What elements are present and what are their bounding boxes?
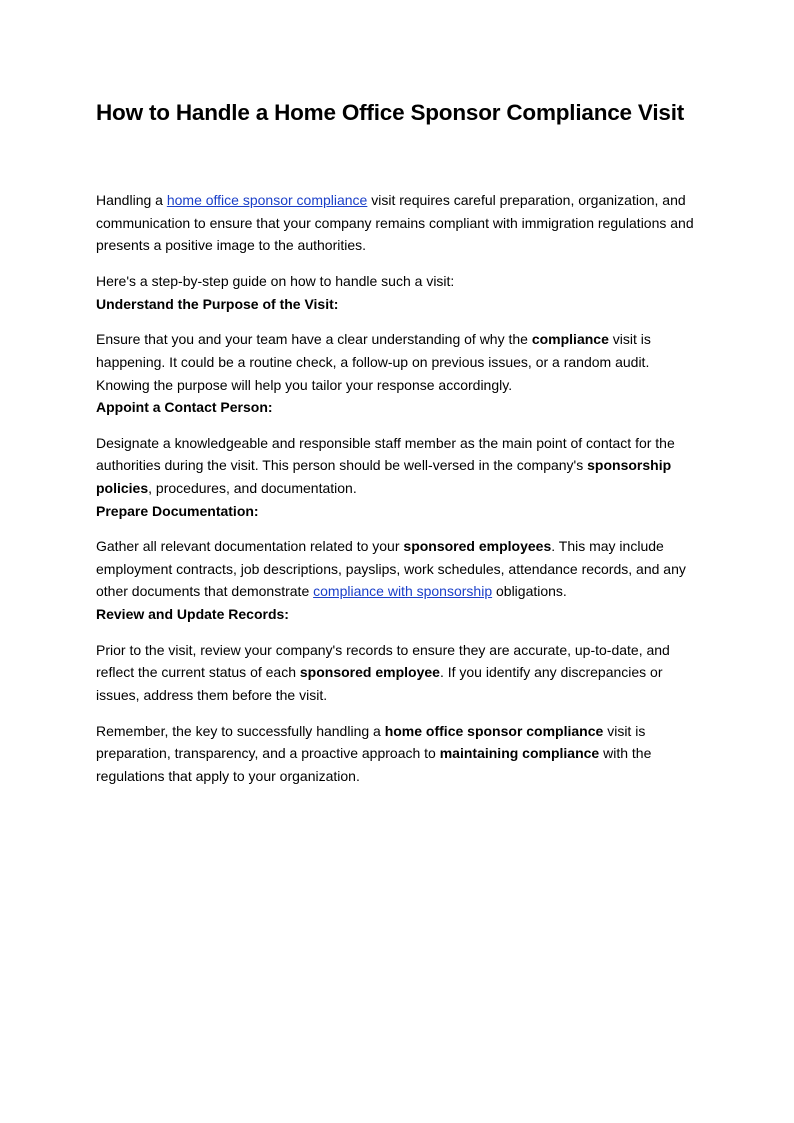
closing-text: visit is preparation, transparency, and a proactive approach to (96, 722, 646, 762)
section-heading-review-records: Review and Update Records: (96, 606, 289, 622)
intro-suffix: visit requires careful preparation, organization, and communication to ensure that your company remains compliant with immigration regulations and presents a positive image to the authorities. (96, 192, 694, 254)
section-heading-contact-person: Appoint a Contact Person: (96, 399, 273, 416)
bold-term: sponsored employees (403, 538, 552, 555)
section-text: . This may include employment contracts, job descriptions, payslips, work schedules, attendance records, and any other documents that demonstrate (96, 538, 686, 600)
section-paragraph-contact-person (96, 432, 700, 500)
section-heading-purpose: Understand the Purpose of the Visit: (96, 295, 339, 312)
closing-text: with the regulations that apply to your organization. (96, 745, 652, 785)
bold-term: sponsored employee (299, 664, 440, 681)
bold-term: maintaining compliance (439, 745, 600, 762)
section-paragraph-review-records (96, 639, 700, 707)
guide-intro-line: Here's a step-by-step guide on how to handle such a visit: (96, 273, 455, 290)
closing-paragraph (96, 720, 700, 788)
section-text: Designate a knowledgeable and responsible staff member as the main point of contact for the authorities during the visit. This person should be well-versed in the company's (96, 434, 675, 474)
closing-text: Remember, the key to successfully handling a (96, 722, 385, 739)
bold-term: home office sponsor compliance (384, 722, 604, 739)
section-text: Prior to the visit, review your company's records to ensure they are accurate, up-to-date, and reflect the current status of each (96, 641, 670, 681)
bold-term: compliance (531, 331, 609, 348)
section-text: visit is happening. It could be a routine check, a follow-up on previous issues, or a random audit. Knowing the purpose will help you tailor your response accordingly. (96, 331, 651, 393)
intro-prefix: Handling a (96, 192, 167, 208)
section-heading-documentation: Prepare Documentation: (96, 502, 259, 519)
section-text: Gather all relevant documentation related to your (96, 538, 404, 555)
compliance-with-sponsorship-link[interactable]: compliance with sponsorship (313, 583, 493, 600)
section-text: Ensure that you and your team have a clear understanding of why the (96, 331, 532, 348)
page-title: How to Handle a Home Office Sponsor Compliance Visit (96, 100, 685, 125)
section-paragraph-purpose (96, 328, 700, 396)
intro-paragraph (96, 189, 700, 257)
section-text: . If you identify any discrepancies or issues, address them before the visit. (96, 664, 663, 703)
section-text: obligations. (492, 583, 567, 600)
section-text: , procedures, and documentation. (148, 480, 357, 497)
article-body (96, 94, 700, 788)
section-paragraph-documentation (96, 535, 700, 603)
bold-term: sponsorship policies (96, 457, 672, 497)
home-office-sponsor-compliance-link[interactable]: home office sponsor compliance (166, 192, 368, 208)
